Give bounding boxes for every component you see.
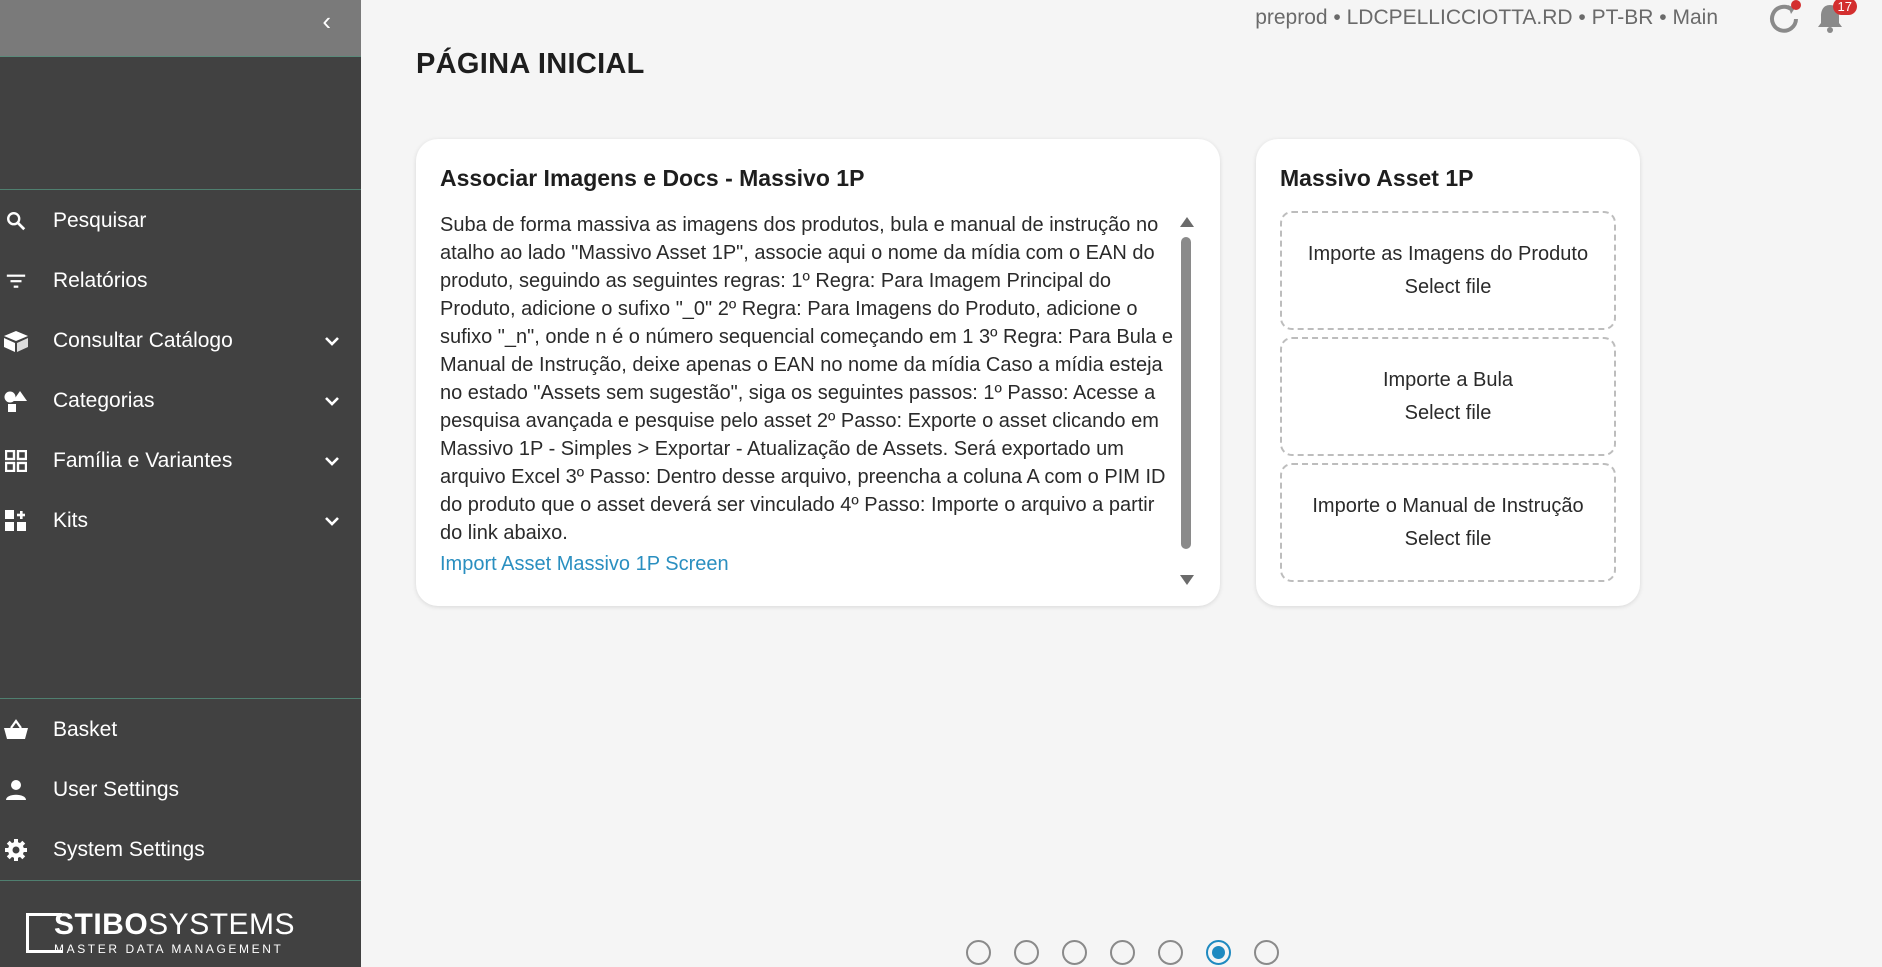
scroll-down-arrow-icon[interactable]: [1180, 575, 1194, 585]
refresh-alert-dot: [1791, 0, 1801, 10]
card-massivo-asset: [1256, 139, 1640, 606]
sidebar-item-basket[interactable]: [0, 700, 361, 760]
sidebar-item-pesquisar[interactable]: [0, 191, 361, 251]
sidebar-item-system-settings[interactable]: [0, 820, 361, 880]
card-description: Suba de forma massiva as imagens dos produtos, bula e manual de instrução no atalho ao lado "Massivo Asset 1P", associe aqui o nome da mídia com o EAN do produto, seguindo as seguintes regras: 1º Regra: Para Imagem Principal do Produto, adicione o sufixo "_0" 2º Regra: Para Imagens do Produto, adicione o sufixo "_n", onde n é o número sequencial começando em 1 3º Regra: Para Bula e Manual de Instrução, deixe apenas o EAN no nome da mídia Caso a mídia esteja no estado "Assets sem sugestão", siga os seguintes passos: 1º Passo: Acesse a pesquisa avançada e pesquise pelo asset 2º Passo: Exporte o asset clicando em Massivo 1P - Simples > Exportar - Atualização de Assets. Será exportado um arquivo Excel 3º Passo: Dentro desse arquivo, preencha a coluna A com o PIM ID do produto que o asset deverá ser vinculado 4º Passo: Importe o arquivo a partir do link abaixo.: [440, 214, 1174, 544]
refresh-icon[interactable]: [1767, 2, 1801, 36]
import-asset-link[interactable]: Import Asset Massivo 1P Screen: [440, 553, 729, 575]
sidebar-item-user-settings[interactable]: [0, 760, 361, 820]
catalog-icon: [2, 327, 30, 355]
sidebar-item-relatorios[interactable]: [0, 251, 361, 311]
drop-zone-title: Importe a Bula: [1382, 369, 1514, 391]
scrollbar[interactable]: [1180, 217, 1192, 577]
chevron-down-icon[interactable]: [321, 510, 343, 532]
sidebar-item-label: Basket: [53, 718, 118, 741]
kits-icon: [2, 507, 30, 535]
drop-zone-title: Importe as Imagens do Produto: [1307, 243, 1589, 265]
sidebar-item-categorias[interactable]: [0, 371, 361, 431]
sidebar-item-label: System Settings: [53, 838, 205, 861]
basket-icon: [2, 716, 30, 744]
logo-mark: [26, 913, 62, 953]
sidebar-item-label: Relatórios: [53, 269, 148, 292]
pager-dot[interactable]: [1158, 940, 1183, 965]
select-file-button[interactable]: Select file: [1404, 528, 1492, 550]
grid-icon: [2, 447, 30, 475]
context-breadcrumb[interactable]: preprod • LDCPELLICCIOTTA.RD • PT-BR • Main: [1255, 6, 1718, 29]
drop-zone-title: Importe o Manual de Instrução: [1312, 495, 1584, 517]
gear-icon: [2, 836, 30, 864]
chevron-down-icon[interactable]: [321, 330, 343, 352]
logo-subtitle: MASTER DATA MANAGEMENT: [54, 942, 284, 956]
pager-dot[interactable]: [966, 940, 991, 965]
categories-icon: [2, 387, 30, 415]
chevron-down-icon[interactable]: [321, 390, 343, 412]
sidebar-header: [0, 0, 361, 57]
sidebar: [0, 0, 361, 967]
drop-zone-bula[interactable]: [1280, 337, 1616, 456]
scroll-up-arrow-icon[interactable]: [1180, 217, 1194, 227]
card-associar-imagens: [416, 139, 1220, 606]
notifications-badge: 17: [1833, 0, 1857, 15]
sidebar-item-label: Consultar Catálogo: [53, 329, 233, 352]
pager-dot[interactable]: [1062, 940, 1087, 965]
scrollbar-thumb[interactable]: [1181, 237, 1191, 549]
pager-dot[interactable]: [1014, 940, 1039, 965]
user-icon: [2, 776, 30, 804]
sidebar-item-label: Kits: [53, 509, 89, 532]
drop-zone-manual[interactable]: [1280, 463, 1616, 582]
sidebar-nav-bottom: [0, 700, 361, 880]
collapse-sidebar-button[interactable]: ‹: [322, 6, 331, 36]
sidebar-item-label: Categorias: [53, 389, 155, 412]
stibo-logo: [26, 910, 295, 956]
card-title: Massivo Asset 1P: [1280, 165, 1474, 191]
sidebar-item-kits[interactable]: [0, 491, 361, 551]
pager-dot[interactable]: [1110, 940, 1135, 965]
card-title: Associar Imagens e Docs - Massivo 1P: [440, 165, 865, 191]
select-file-button[interactable]: Select file: [1404, 402, 1492, 424]
sidebar-item-consultar-catalogo[interactable]: [0, 311, 361, 371]
sidebar-item-label: Família e Variantes: [53, 449, 233, 472]
notifications-icon[interactable]: [1815, 0, 1852, 36]
sidebar-item-label: Pesquisar: [53, 209, 147, 232]
pager-dot[interactable]: [1206, 940, 1231, 965]
logo-text: [54, 910, 295, 956]
sidebar-nav-top: [0, 191, 361, 551]
sidebar-divider: [0, 880, 361, 881]
sidebar-divider: [0, 698, 361, 699]
sidebar-divider: [0, 189, 361, 190]
chevron-down-icon[interactable]: [321, 450, 343, 472]
drop-zone-imagens[interactable]: [1280, 211, 1616, 330]
select-file-button[interactable]: Select file: [1404, 276, 1492, 298]
logo-main-bold: STIBO: [54, 908, 149, 941]
filter-icon: [2, 267, 30, 295]
sidebar-item-familia-variantes[interactable]: [0, 431, 361, 491]
pager-dot[interactable]: [1254, 940, 1279, 965]
page-title: PÁGINA INICIAL: [416, 48, 645, 80]
logo-main-light: SYSTEMS: [148, 908, 296, 941]
sidebar-item-label: User Settings: [53, 778, 180, 801]
carousel-pager: [966, 940, 1302, 965]
search-icon: [2, 207, 30, 235]
